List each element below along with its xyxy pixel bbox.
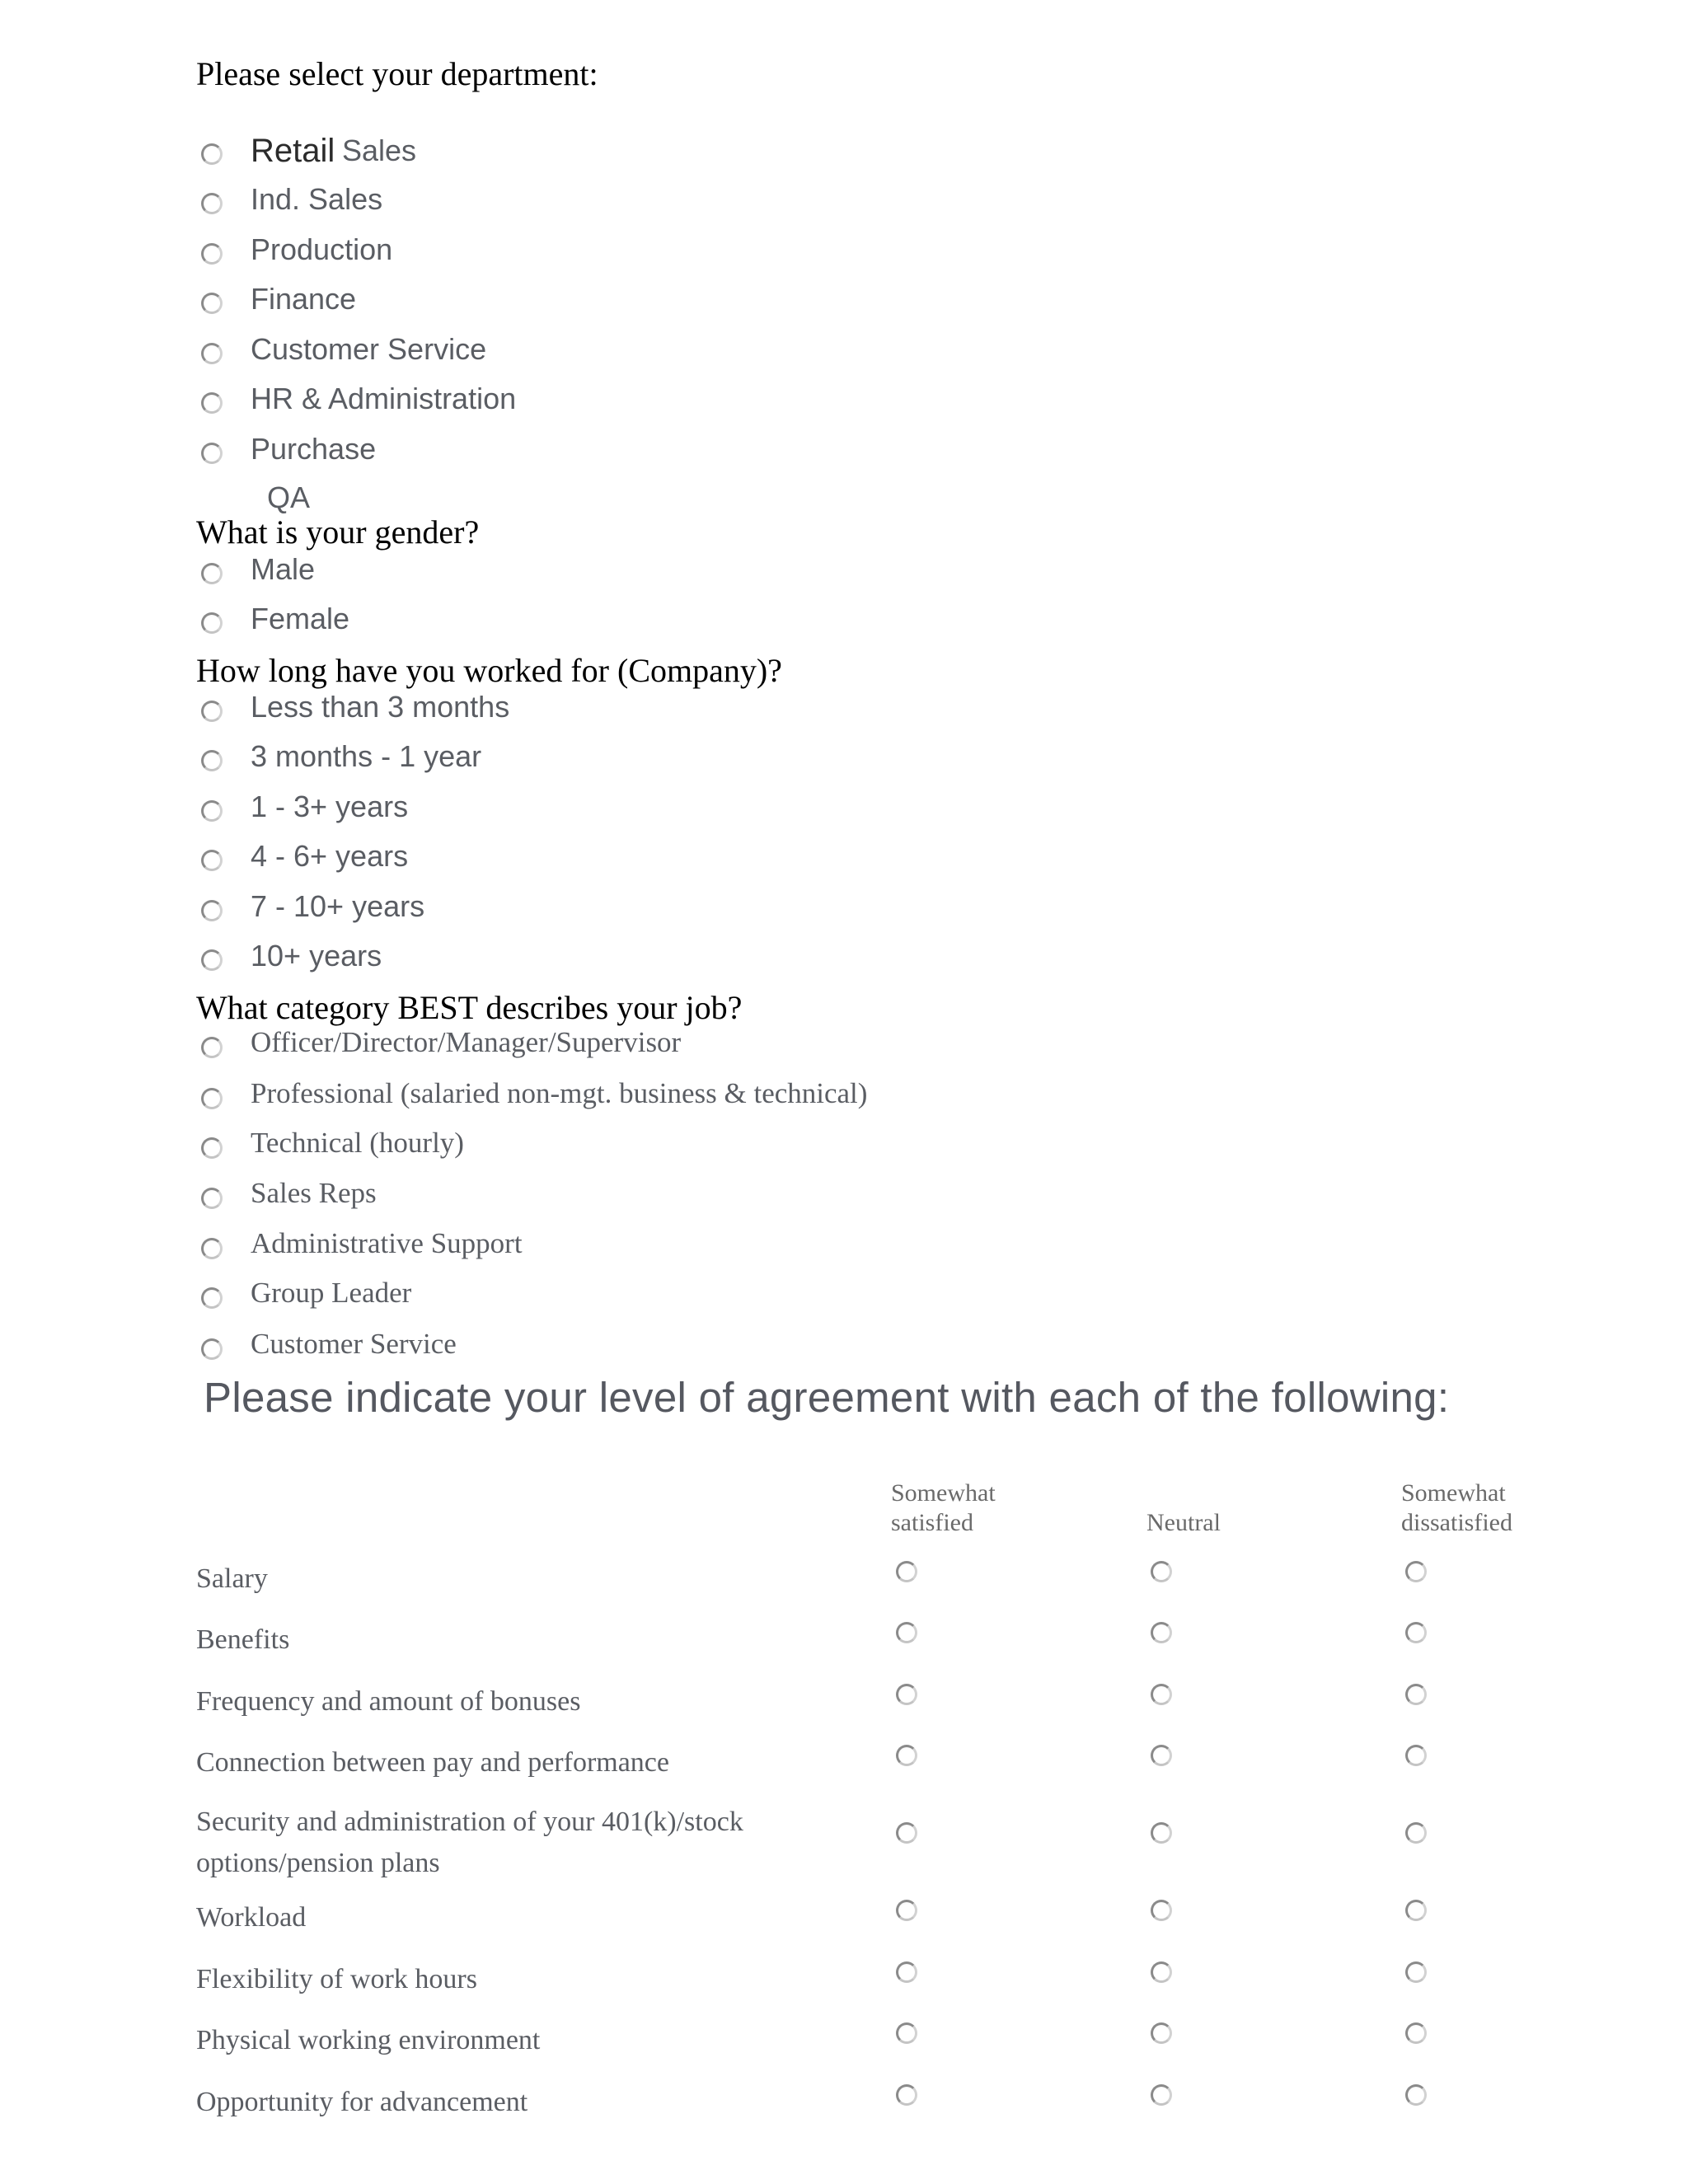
radio-button-icon[interactable] xyxy=(201,900,223,921)
radio-button-icon[interactable] xyxy=(1151,2022,1172,2044)
radio-button-icon[interactable] xyxy=(1405,1822,1427,1844)
radio-button-icon[interactable] xyxy=(896,1684,917,1705)
column-header-line: Somewhat xyxy=(1401,1479,1506,1507)
department-option-label: Customer Service xyxy=(251,332,487,366)
radio-button-icon[interactable] xyxy=(1151,1745,1172,1766)
department-option-label: HR & Administration xyxy=(251,382,517,415)
radio-button-icon[interactable] xyxy=(1405,2084,1427,2106)
tenure-option-label: 1 - 3+ years xyxy=(251,790,409,823)
agreement-row-label: Security and administration of your 401(k)/stock options/pension plans xyxy=(196,1807,743,1878)
column-header-somewhat-satisfied xyxy=(891,1479,996,1538)
radio-button-icon[interactable] xyxy=(201,1338,223,1360)
radio-button-icon[interactable] xyxy=(201,612,223,634)
column-header-line: Neutral xyxy=(1146,1509,1221,1536)
radio-button-icon[interactable] xyxy=(1151,1622,1172,1643)
department-question: Please select your department: xyxy=(196,55,598,92)
job-category-option-label: Technical (hourly) xyxy=(251,1127,464,1159)
job-category-option-label: Customer Service xyxy=(251,1328,457,1360)
department-option-prefix: Retail xyxy=(251,133,335,169)
radio-button-icon[interactable] xyxy=(201,850,223,871)
radio-button-icon[interactable] xyxy=(1405,1900,1427,1921)
job-category-option-label: Group Leader xyxy=(251,1277,412,1309)
tenure-option-label: 10+ years xyxy=(251,939,382,972)
agreement-row-label: Connection between pay and performance xyxy=(196,1747,669,1778)
department-option-label: Purchase xyxy=(251,432,377,466)
agreement-row-label: Physical working environment xyxy=(196,2025,541,2055)
radio-button-icon[interactable] xyxy=(201,563,223,584)
radio-button-icon[interactable] xyxy=(201,1188,223,1209)
radio-button-icon[interactable] xyxy=(201,293,223,314)
gender-question: What is your gender? xyxy=(196,513,480,551)
radio-button-icon[interactable] xyxy=(201,1037,223,1058)
radio-button-icon[interactable] xyxy=(201,1088,223,1109)
department-option-label: Sales xyxy=(342,134,417,167)
job-category-question: What category BEST describes your job? xyxy=(196,989,743,1026)
radio-button-icon[interactable] xyxy=(896,2084,917,2106)
radio-button-icon[interactable] xyxy=(896,1622,917,1643)
tenure-option-label: 3 months - 1 year xyxy=(251,739,482,773)
column-header-somewhat-dissatisfied xyxy=(1401,1479,1512,1538)
job-category-option-label: Professional (salaried non-mgt. business & technical) xyxy=(251,1077,868,1109)
radio-button-icon[interactable] xyxy=(1151,1822,1172,1844)
job-category-option-label: Officer/Director/Manager/Supervisor xyxy=(251,1026,682,1058)
radio-button-icon[interactable] xyxy=(896,1561,917,1582)
radio-button-icon[interactable] xyxy=(1405,1684,1427,1705)
agreement-row-label: Workload xyxy=(196,1902,307,1933)
department-option-label: Ind. Sales xyxy=(251,182,383,216)
radio-button-icon[interactable] xyxy=(201,392,223,414)
radio-button-icon[interactable] xyxy=(1405,1561,1427,1582)
column-header-line: satisfied xyxy=(891,1509,973,1536)
radio-button-icon[interactable] xyxy=(896,1822,917,1844)
radio-button-icon[interactable] xyxy=(1151,1961,1172,1983)
department-option-label: QA xyxy=(267,480,311,514)
radio-button-icon[interactable] xyxy=(1405,2022,1427,2044)
column-header-neutral xyxy=(1146,1479,1221,1538)
radio-button-icon[interactable] xyxy=(201,1137,223,1159)
radio-button-icon[interactable] xyxy=(201,1287,223,1309)
radio-button-icon[interactable] xyxy=(1405,1961,1427,1983)
radio-button-icon[interactable] xyxy=(896,1961,917,1983)
agreement-row-label: Salary xyxy=(196,1563,268,1594)
radio-button-icon[interactable] xyxy=(201,193,223,214)
radio-button-icon[interactable] xyxy=(201,949,223,971)
department-option-label: Finance xyxy=(251,282,357,316)
radio-button-icon[interactable] xyxy=(1405,1622,1427,1643)
radio-button-icon[interactable] xyxy=(896,2022,917,2044)
tenure-option-label: 4 - 6+ years xyxy=(251,839,409,873)
agreement-row-label: Flexibility of work hours xyxy=(196,1964,477,1994)
tenure-option-label: 7 - 10+ years xyxy=(251,889,425,923)
radio-button-icon[interactable] xyxy=(1151,1684,1172,1705)
agreement-row-label: Opportunity for advancement xyxy=(196,2087,528,2117)
radio-button-icon[interactable] xyxy=(201,1238,223,1259)
agreement-heading: Please indicate your level of agreement with each of the following: xyxy=(204,1374,1450,1421)
radio-button-icon[interactable] xyxy=(201,750,223,771)
radio-button-icon[interactable] xyxy=(1151,1561,1172,1582)
radio-button-icon[interactable] xyxy=(201,243,223,265)
radio-button-icon[interactable] xyxy=(896,1900,917,1921)
column-header-line: dissatisfied xyxy=(1401,1509,1512,1536)
radio-button-icon[interactable] xyxy=(201,143,223,165)
gender-option-label: Male xyxy=(251,552,316,586)
tenure-question: How long have you worked for (Company)? xyxy=(196,652,782,689)
radio-button-icon[interactable] xyxy=(896,1745,917,1766)
radio-button-icon[interactable] xyxy=(201,800,223,822)
agreement-row-label: Frequency and amount of bonuses xyxy=(196,1686,581,1717)
agreement-row-label: Benefits xyxy=(196,1624,290,1655)
radio-button-icon[interactable] xyxy=(201,343,223,364)
radio-button-icon[interactable] xyxy=(201,701,223,722)
job-category-option-label: Sales Reps xyxy=(251,1177,377,1209)
column-header-line: Somewhat xyxy=(891,1479,996,1507)
gender-option-label: Female xyxy=(251,602,350,635)
column-header-line xyxy=(1146,1479,1221,1508)
radio-button-icon[interactable] xyxy=(201,443,223,464)
radio-button-icon[interactable] xyxy=(1151,1900,1172,1921)
tenure-option-label: Less than 3 months xyxy=(251,690,510,724)
radio-button-icon[interactable] xyxy=(1405,1745,1427,1766)
job-category-option-label: Administrative Support xyxy=(251,1227,523,1259)
department-option-label: Production xyxy=(251,232,393,266)
radio-button-icon[interactable] xyxy=(1151,2084,1172,2106)
